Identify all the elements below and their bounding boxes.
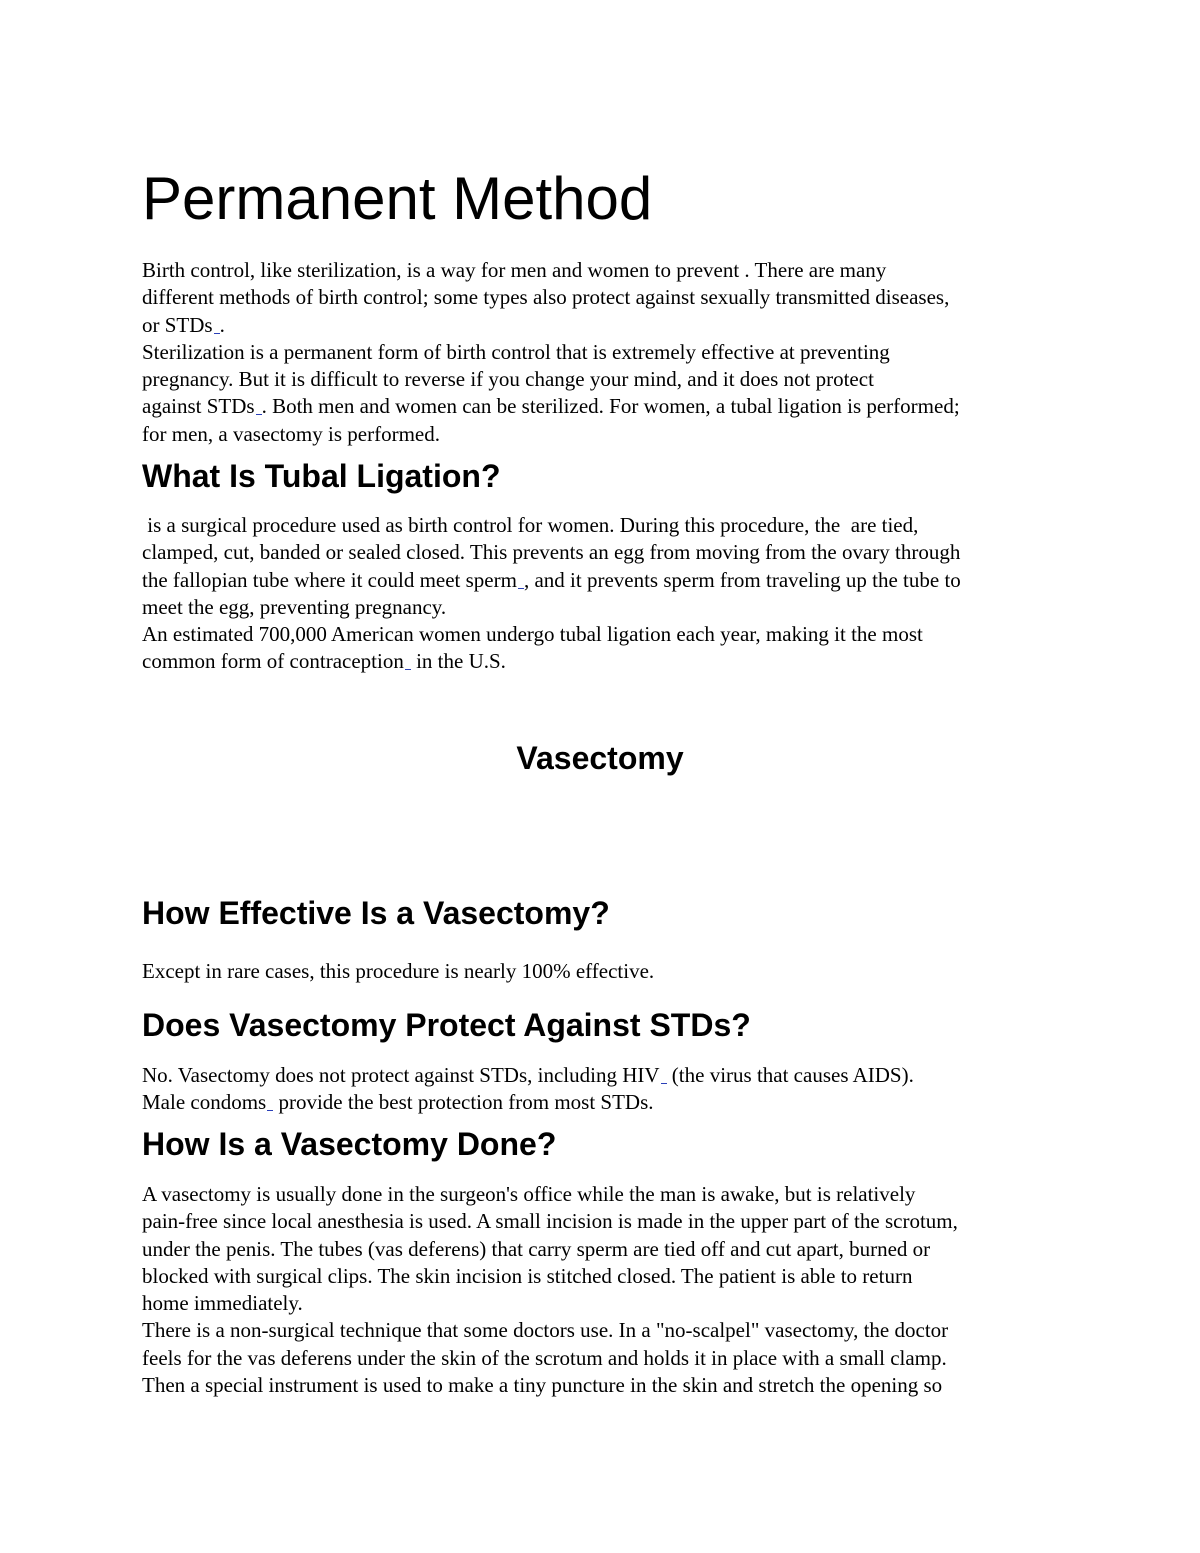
effectiveness-line-1: Except in rare cases, this procedure is nearly 100% effective. [142,959,655,983]
procedure-paragraph [142,1181,1067,1399]
procedure-line-8: Then a special instrument is used to make a tiny puncture in the skin and stretch the opening so [142,1373,943,1398]
tubal-line-2: clamped, cut, banded or sealed closed. This prevents an egg from moving from the ovary through [142,540,961,565]
tubal-line-3-rest: , and it prevents sperm from traveling up the tube to [523,567,961,592]
intro-paragraph [142,257,1067,448]
intro-line-7: for men, a vasectomy is performed. [142,421,440,446]
tubal-line-5: An estimated 700,000 American women undergo tubal ligation each year, making it the most [142,622,923,647]
intro-line-5: pregnancy. But it is difficult to reverse if you change your mind, and it does not protect [142,367,874,392]
procedure-line-6: There is a non-surgical technique that some doctors use. In a "no-scalpel" vasectomy, the doctor [142,1318,949,1343]
intro-line-3-text: or STDs [142,312,213,337]
stds-line-2 [142,1089,1067,1116]
stds-line-2-rest: provide the best protection from most STDs. [273,1090,654,1115]
tubal-ligation-paragraph [142,512,1067,676]
stds-line-1 [142,1062,1067,1089]
stds-line-1-text: No. Vasectomy does not protect against STDs, including HIV [142,1063,660,1087]
vasectomy-heading: Vasectomy [516,740,684,776]
procedure-line-7: feels for the vas deferens under the skin of the scrotum and holds it in place with a small clamp. [142,1345,947,1370]
tubal-line-1: is a surgical procedure used as birth control for women. During this procedure, the are tied, [142,513,919,537]
page-title: Permanent Method [142,165,653,232]
intro-line-4: Sterilization is a permanent form of birth control that is extremely effective at preventing [142,339,890,364]
procedure-line-3: under the penis. The tubes (vas deferens) that carry sperm are tied off and cut apart, burned or [142,1236,931,1261]
intro-line-3 [142,312,1067,339]
stds-line-1-rest: (the virus that causes AIDS). [666,1063,914,1087]
tubal-line-4: meet the egg, preventing pregnancy. [142,594,447,619]
procedure-line-2: pain-free since local anesthesia is used. A small incision is made in the upper part of the scrotum, [142,1209,958,1234]
intro-line-6 [142,393,1067,420]
intro-line-1: Birth control, like sterilization, is a way for men and women to prevent . There are many [142,258,887,282]
tubal-line-6-text: common form of contraception [142,649,404,674]
tubal-line-6 [142,648,1067,675]
tubal-line-3 [142,567,1067,594]
tubal-line-3-text: the fallopian tube where it could meet sperm [142,567,517,592]
intro-line-3-end: . [219,312,225,337]
procedure-heading: How Is a Vasectomy Done? [142,1126,557,1162]
stds-line-2-text: Male condoms [142,1090,267,1115]
intro-line-2: different methods of birth control; some types also protect against sexually transmitted diseases, [142,285,950,310]
stds-heading: Does Vasectomy Protect Against STDs? [142,1007,751,1043]
tubal-line-6-rest: in the U.S. [410,649,506,674]
intro-line-6-text: against STDs [142,394,255,419]
procedure-line-4: blocked with surgical clips. The skin incision is stitched closed. The patient is able to return [142,1263,913,1288]
effectiveness-heading: How Effective Is a Vasectomy? [142,895,610,931]
procedure-line-1: A vasectomy is usually done in the surgeon's office while the man is awake, but is relatively [142,1182,916,1206]
intro-line-6-rest: . Both men and women can be sterilized. For women, a tubal ligation is performed; [261,394,960,419]
procedure-line-5: home immediately. [142,1291,303,1316]
stds-paragraph [142,1062,1067,1117]
tubal-ligation-heading: What Is Tubal Ligation? [142,458,501,494]
effectiveness-paragraph [142,958,1067,985]
